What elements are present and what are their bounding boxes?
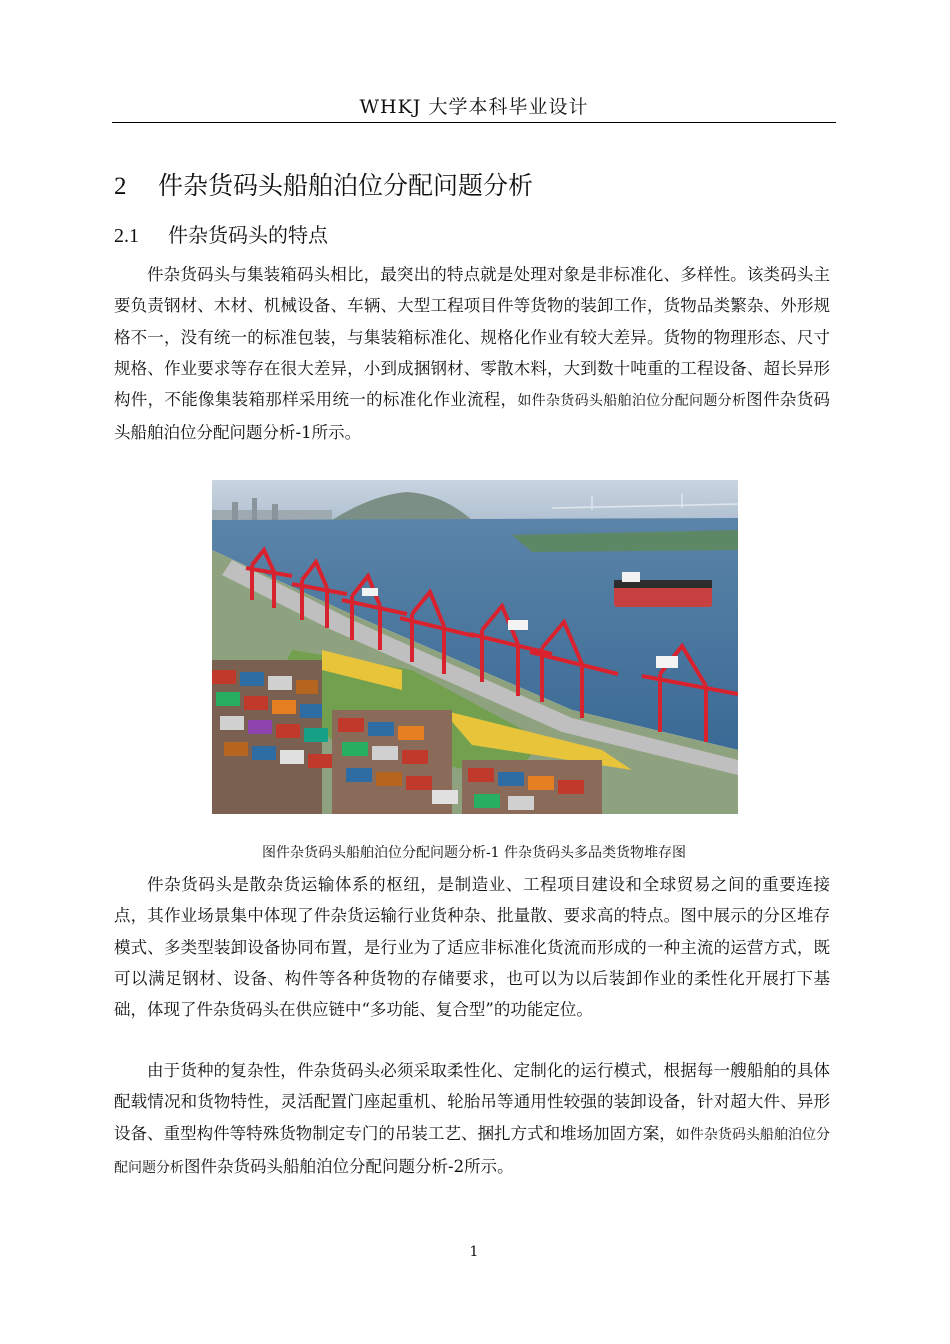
figure-caption: 图件杂货码头船舶泊位分配问题分析-1 件杂货码头多品类货物堆存图 — [261, 845, 687, 861]
page-number: 1 — [469, 1244, 479, 1260]
section-title: 件杂货码头的特点 — [168, 223, 328, 247]
cross-reference[interactable]: 如件杂货码头船舶泊位分配问题分析 — [114, 1126, 831, 1176]
paragraph-1-tail: 图件杂货码头船舶泊位分配问题分析-1所示。 — [114, 390, 831, 443]
chapter-title: 件杂货码头船舶泊位分配问题分析 — [158, 171, 534, 200]
paragraph-1-text: 件杂货码头与集装箱码头相比，最突出的特点就是处理对象是非标准化、多样性。该类码头主要负责钢材、木材、机械设备、车辆、大型工程项目件等货物的装卸工作，货物品类繁杂、外形规格不一，没有统一的标准包装，与集装箱标准化、规格化作业有较大差异。货物的物理形态、尺寸规格、作业要求等存在很大差异，小到成捆钢材、零散木料，大到数十吨重的工程设备、超长异形构件，不能像集装箱那样采用统一的标准化作业流程， — [114, 265, 830, 410]
paragraph-3 — [114, 1055, 830, 1184]
port-photo-illustration — [212, 480, 738, 814]
paragraph-3-text: 由于货种的复杂性，件杂货码头必须采取柔性化、定制化的运行模式，根据每一艘船舶的具体配载情况和货物特性，灵活配置门座起重机、轮胎吊等通用性较强的装卸设备，针对超大件、异形设备、重型构件等特殊货物制定专门的吊装工艺、捆扎方式和堆场加固方案， — [114, 1061, 830, 1143]
paragraph-2: 件杂货码头是散杂货运输体系的枢纽，是制造业、工程项目建设和全球贸易之间的重要连接点，其作业场景集中体现了件杂货运输行业货种杂、批量散、要求高的特点。图中展示的分区堆存模式、多类型装卸设备协同布置，是行业为了适应非标准化货流而形成的一种主流的运营方式，既可以满足钢材、设备、构件等各种货物的存储要求，也可以为以后装卸作业的柔性化开展打下基础，体现了件杂货码头在供应链中“多功能、复合型”的功能定位。 — [114, 875, 830, 1020]
running-header: WHKJ 大学本科毕业设计 — [359, 96, 589, 118]
paragraph-3-tail: 图件杂货码头船舶泊位分配问题分析-2所示。 — [184, 1156, 514, 1176]
section-heading — [114, 219, 328, 248]
cross-reference[interactable]: 如件杂货码头船舶泊位分配问题分析 — [517, 393, 747, 410]
chapter-number: 2 — [114, 173, 127, 200]
section-number: 2.1 — [114, 225, 139, 247]
header-divider — [112, 122, 836, 123]
paragraph-1 — [114, 259, 830, 449]
port-photo — [212, 480, 738, 814]
chapter-heading — [114, 166, 533, 202]
